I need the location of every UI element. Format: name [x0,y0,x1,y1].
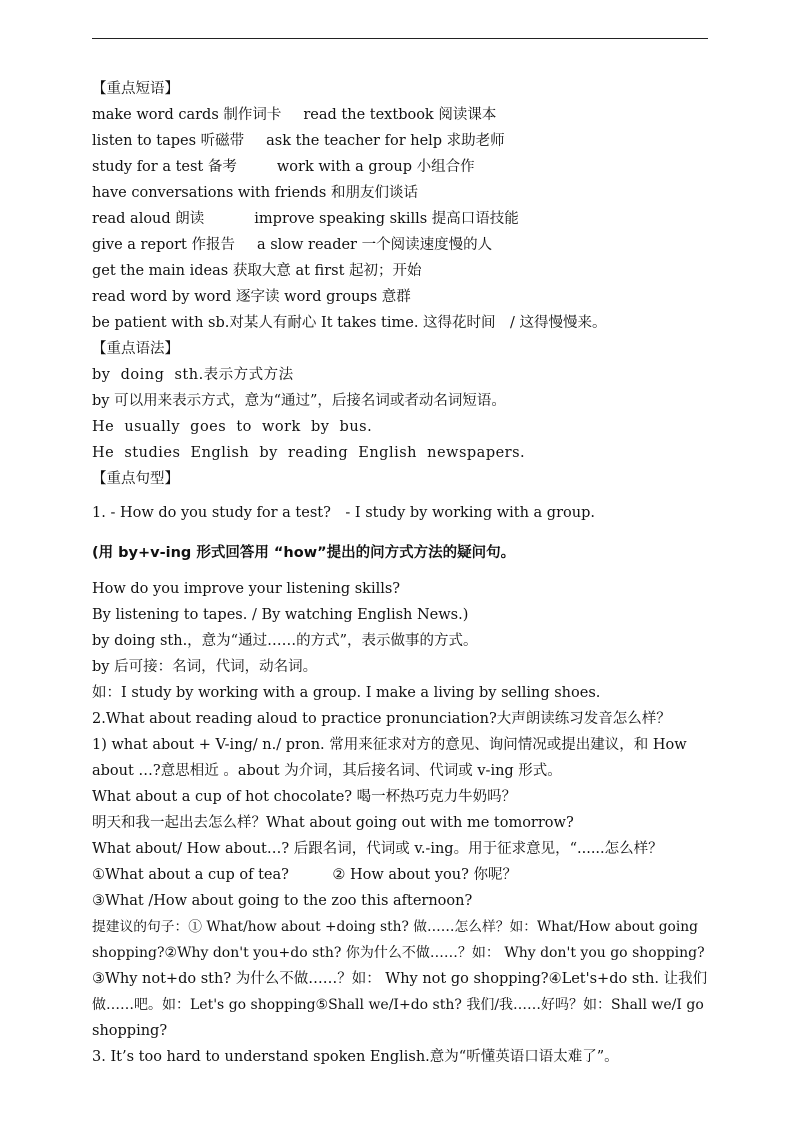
body-line: 2.What about reading aloud to practice pronunciation?大声朗读练习发音怎么样？ [92,711,671,727]
body-line: shopping? [92,1023,168,1039]
body-line: What about/ How about…? 后跟名词，代词或 v.-ing。用于征求意见，“......怎么样？ [92,841,663,857]
phrases-heading: 【重点短语】 [92,81,179,97]
phrase: read word by word 逐字读 word groups 意群 [92,289,411,305]
sentences-heading: 【重点句型】 [92,471,179,487]
phrase-row [92,258,708,284]
phrase-row [92,102,708,128]
grammar-line: He usually goes to work by bus. [92,419,373,435]
body-line: How do you improve your listening skills? [92,581,401,597]
phrase: a slow reader 一个阅读速度慢的人 [256,237,493,253]
document-content [92,76,708,1070]
phrase: read the textbook 阅读课本 [303,107,497,123]
phrase: make word cards 制作词卡 [92,107,282,123]
body-line: by 后可接：名词，代词，动名词。 [92,659,318,675]
body-line: What about a cup of hot chocolate? 喝一杯热巧克力牛奶吗？ [92,789,517,805]
grammar-line: by 可以用来表示方式，意为“通过”，后接名词或者动名词短语。 [92,393,506,409]
header-rule [92,38,708,39]
phrase-row [92,206,708,232]
phrase: ask the teacher for help 求助老师 [266,133,505,149]
grammar-line: by doing sth.表示方式方法 [92,367,294,383]
body-line: about …?意思相近 。about 为介词，其后接名词、代词或 v-ing 形式。 [92,763,562,779]
body-line: shopping?②Why don't you+do sth? 你为什么不做……？如： Why don't you go shopping? [92,945,705,961]
grammar-line: He studies English by reading English newspapers. [92,445,526,461]
body-line: 3. It’s too hard to understand spoken English.意为“听懂英语口语太难了”。 [92,1049,619,1065]
phrase-row [92,284,708,310]
body-line: ③Why not+do sth? 为什么不做……？如： Why not go shopping?④Let's+do sth. 让我们 [92,971,708,987]
phrase-row [92,232,708,258]
phrase: be patient with sb.对某人有耐心 It takes time. 这得花时间 / 这得慢慢来。 [92,315,607,331]
phrase-row [92,128,708,154]
sentence-1: 1. - How do you study for a test? - I study by working with a group. [92,505,595,521]
phrase-row [92,180,708,206]
phrase: get the main ideas 获取大意 at first 起初；开始 [92,263,422,279]
phrase: study for a test 备考 [92,159,237,175]
phrase-row [92,310,708,336]
phrase: listen to tapes 听磁带 [92,133,245,149]
bold-note: (用 by+v-ing 形式回答用 “how”提出的问方式方法的疑问句。 [92,545,516,561]
body-line: 1) what about + V-ing/ n./ pron. 常用来征求对方的意见、询问情况或提出建议，和 How [92,737,687,753]
body-line: by doing sth.，意为“通过……的方式”，表示做事的方式。 [92,633,478,649]
body-line: ③What /How about going to the zoo this afternoon? [92,893,473,909]
body-line: ①What about a cup of tea? ② How about you? 你呢？ [92,867,517,883]
body-line: By listening to tapes. / By watching English News.) [92,607,469,623]
phrase: improve speaking skills 提高口语技能 [254,211,519,227]
grammar-heading: 【重点语法】 [92,341,179,357]
body-line: 提建议的句子：① What/how about +doing sth? 做……怎么样？如：What/How about going [92,919,698,935]
phrase-row [92,154,708,180]
phrase: give a report 作报告 [92,237,235,253]
phrase: read aloud 朗读 [92,211,205,227]
body-line: 做……吧。如：Let's go shopping⑤Shall we/I+do sth? 我们/我……好吗？如：Shall we/I go [92,997,704,1013]
phrase: work with a group 小组合作 [276,159,475,175]
body-line: 如：I study by working with a group. I make a living by selling shoes. [92,685,601,701]
body-line: 明天和我一起出去怎么样？What about going out with me tomorrow? [92,815,574,831]
phrase: have conversations with friends 和朋友们谈话 [92,185,418,201]
